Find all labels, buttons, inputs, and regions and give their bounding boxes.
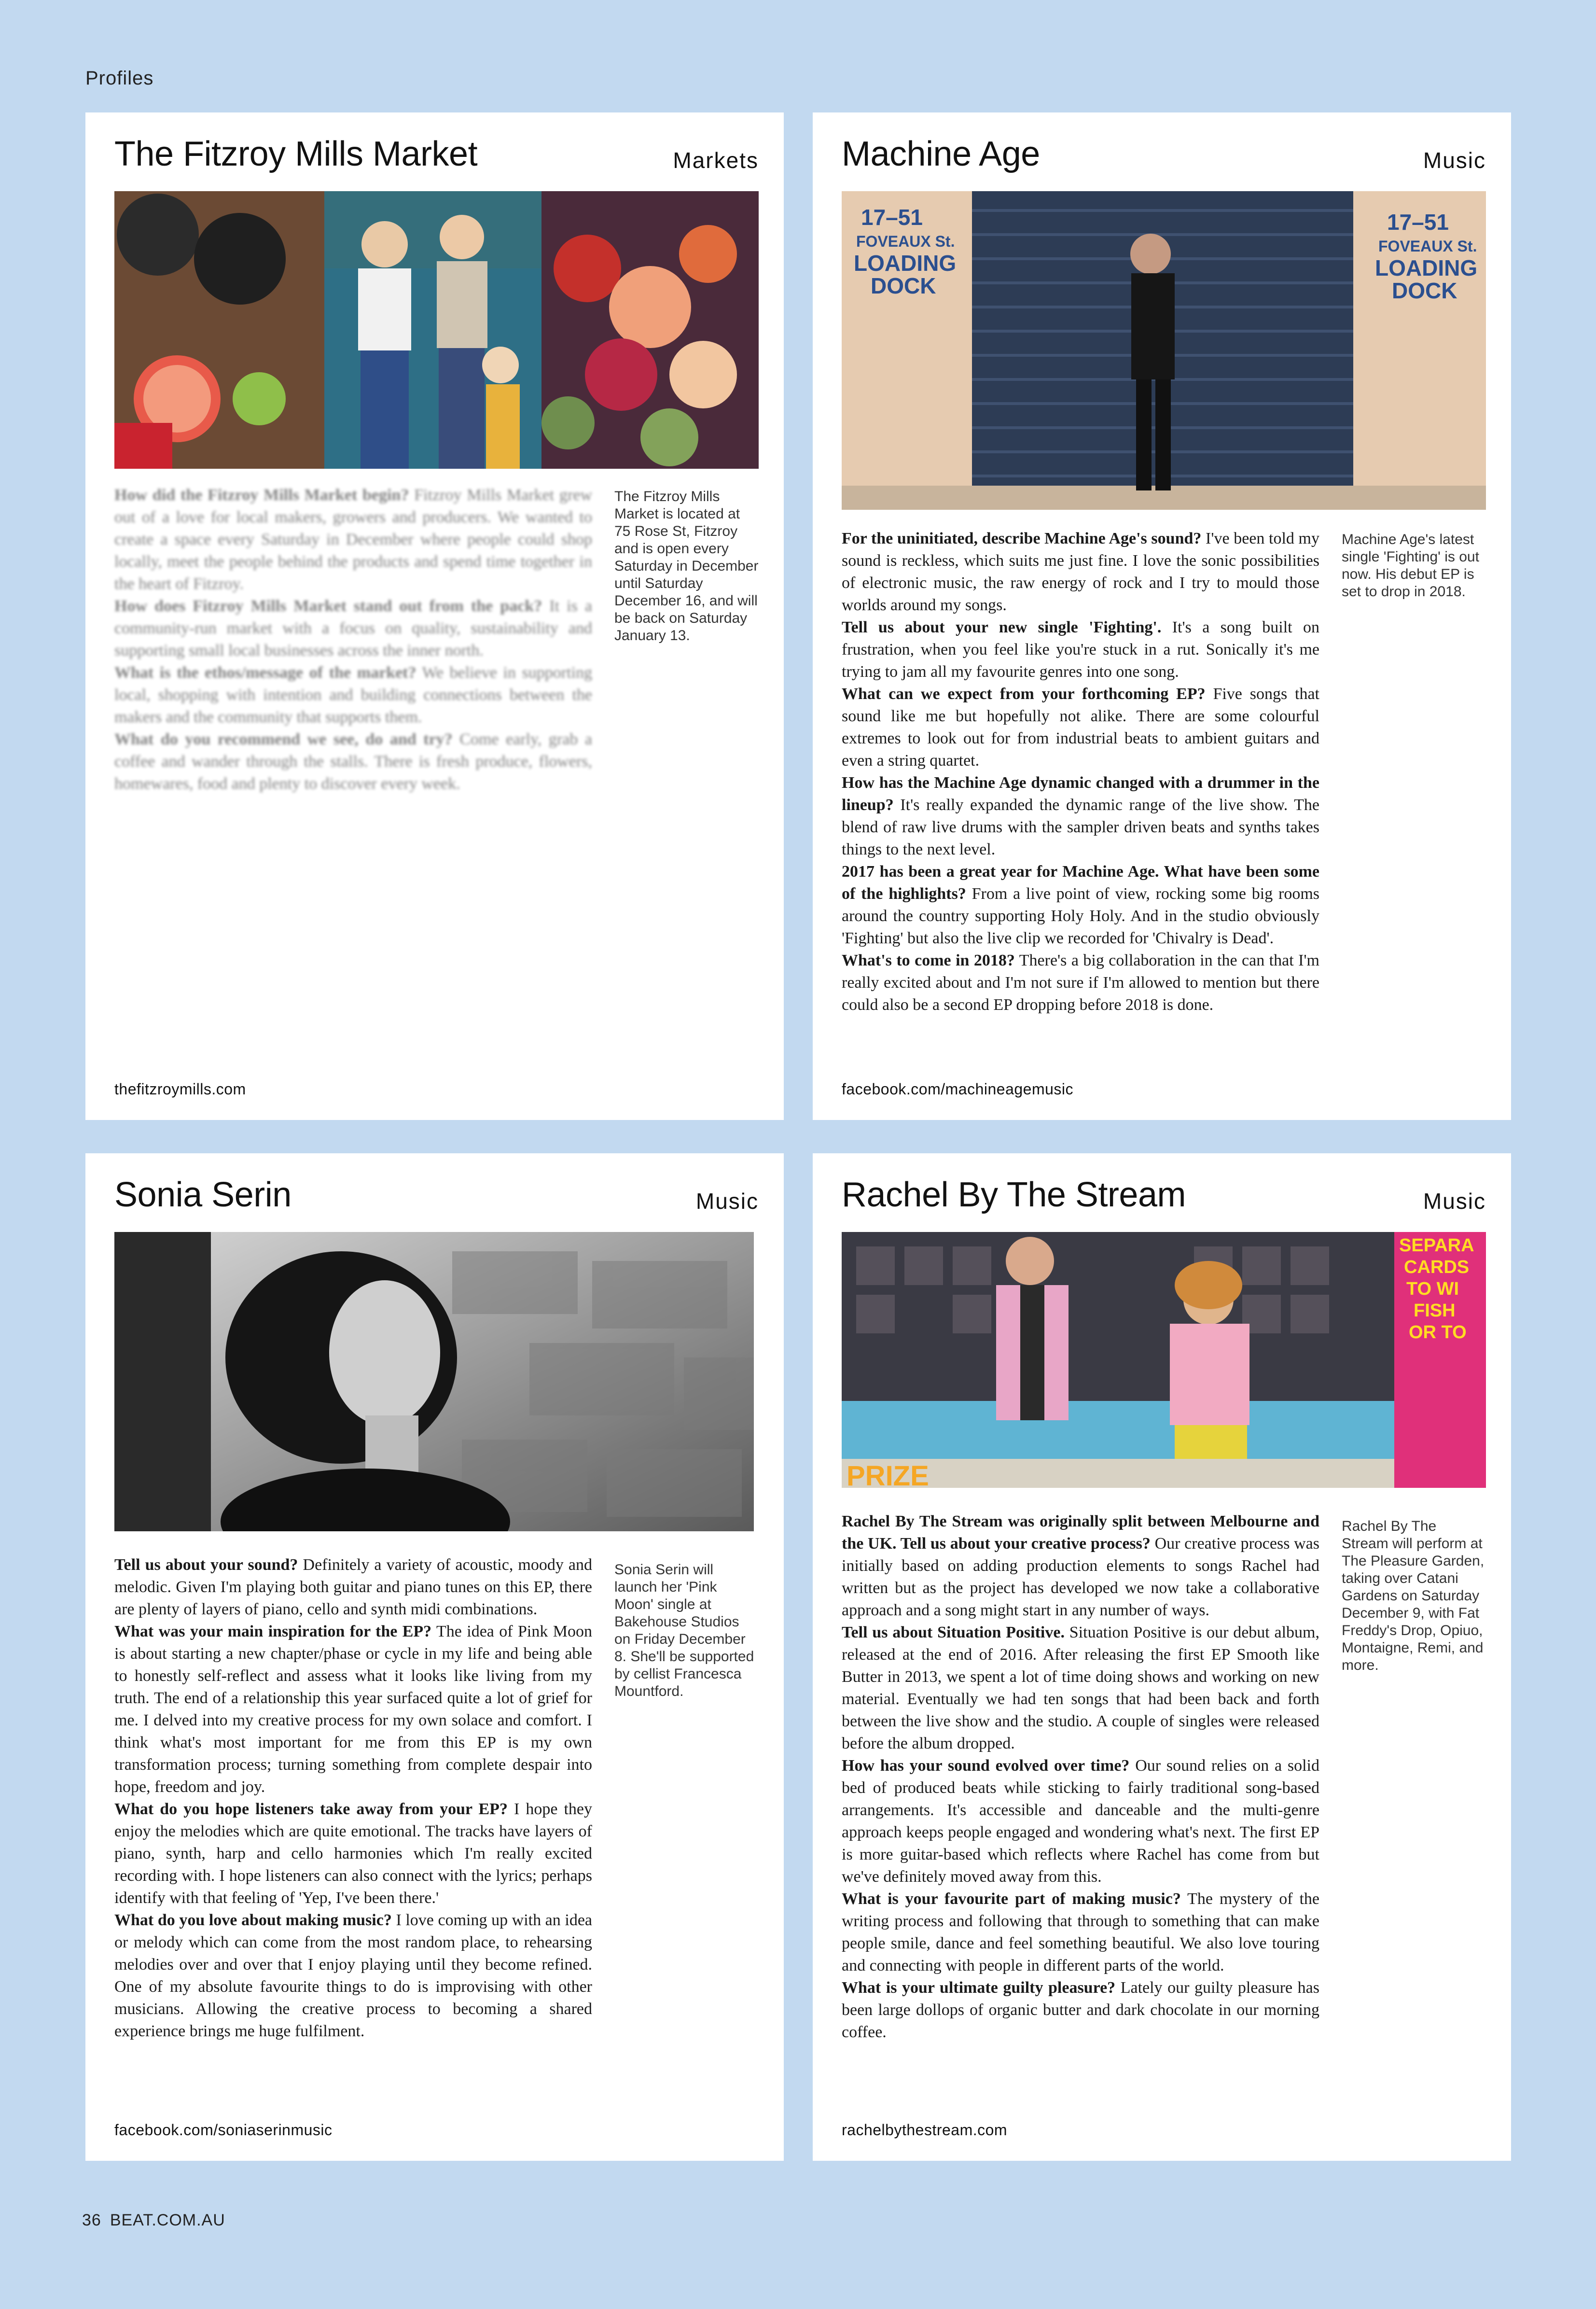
card-title: Rachel By The Stream [842,1175,1186,1214]
qa-paragraph [842,1977,1319,2043]
qa-paragraph [114,662,592,728]
page-footer [82,2211,225,2230]
question: Tell us about your new single 'Fighting'. [842,618,1162,636]
card-link[interactable]: rachelbythestream.com [842,2121,1008,2139]
card-body-blurred [114,484,592,795]
sign-left-line2: FOVEAUX St. [856,233,955,250]
answer: Fitzroy Mills Market grew out of a love for local makers, growers and producers. We wanted to create a space every Saturday in December where people could shop locally, meet the people behind the products and spend time together in the heart of Fitzroy. [114,486,593,593]
answer: It's really expanded the dynamic range of the live show. The blend of raw live drums with the sampler driven beats and synths takes things to the next level. [842,796,1320,858]
question: What do you recommend we see, do and try? [114,730,453,748]
profile-card-sonia-serin [85,1153,784,2161]
card-category: Markets [673,148,759,173]
question: What do you love about making music? [114,1911,392,1929]
question: Tell us about Situation Positive. [842,1623,1065,1641]
sign-right-line4: DOCK [1392,278,1457,303]
card-body [114,1554,592,2043]
qa-paragraph [114,1798,592,1909]
question: How does Fitzroy Mills Market stand out from the pack? [114,597,542,615]
question: What is your favourite part of making music? [842,1890,1181,1908]
profile-card-fitzroy-mills [85,112,784,1120]
answer: Definitely a variety of acoustic, moody and melodic. Given I'm playing both guitar and piano tunes on this EP, there are plenty of layers of piano, cello and synth midi combinations. [114,1556,593,1618]
question: How has the Machine Age dynamic changed with a drummer in the lineup? [842,774,1319,814]
question: For the uninitiated, describe Machine Age's sound? [842,530,1202,547]
qa-paragraph [842,1622,1319,1755]
qa-paragraph [114,1621,592,1798]
profile-card-machine-age [813,112,1511,1120]
qa-paragraph [842,683,1319,772]
qa-paragraph [842,772,1319,861]
section-label: Profiles [85,68,154,89]
card-aside: The Fitzroy Mills Market is located at 75 Rose St, Fitzroy and is open every Saturday in December until Saturday December 16, and will be back on Saturday January 13. [614,489,759,644]
card-link[interactable]: facebook.com/machineagemusic [842,1080,1074,1098]
answer: I hope they enjoy the melodies which are quite emotional. The tracks have layers of piano, synth, harp and cello harmonies which I'm really excited recording with. I hope listeners can also connect with the lyrics; perhaps identify with that feeling of 'Yep, I've been there.' [114,1800,593,1907]
qa-paragraph [842,528,1319,616]
photo-sign-line1: SEPARA [1399,1235,1474,1256]
answer: Five songs that sound like me but hopefully not alike. There are some colourful extremes to look out for from industrial beats to ambient guitars and even a string quartet. [842,685,1319,770]
rachel-by-the-stream-photo-image [842,1232,1486,1488]
card-link[interactable]: thefitzroymills.com [114,1080,246,1098]
question: What is your ultimate guilty pleasure? [842,1979,1116,1997]
question: What's to come in 2018? [842,952,1015,969]
page-number: 36 [82,2211,101,2229]
rachel-by-the-stream-photo [842,1232,1486,1488]
answer: The mystery of the writing process and following that through to something that can make people smile, dance and feel something beautiful. We also love touring and connecting with people in different parts of the world. [842,1890,1319,1974]
question: How did the Fitzroy Mills Market begin? [114,486,409,504]
question: What was your main inspiration for the EP? [114,1623,432,1640]
card-title: Sonia Serin [114,1175,291,1214]
answer: From a live point of view, rocking some big rooms around the country supporting Holy Holy. And in the studio obviously 'Fighting' but also the live clip we recorded for 'Chivalry is Dead'. [842,885,1320,947]
question: Rachel By The Stream was originally split between Melbourne and the UK. Tell us about your creative process? [842,1512,1319,1553]
answer: I've been told my sound is reckless, which suits me just fine. I love the sonic possibilities of electronic music, the raw energy of rock and I try to mould those worlds around my songs. [842,530,1319,614]
card-aside: Machine Age's latest single 'Fighting' is out now. His debut EP is set to drop in 2018. [1342,532,1479,600]
photo-sign-line2: CARDS [1404,1257,1470,1277]
qa-paragraph [114,484,592,595]
photo-banner: PRIZE [847,1460,929,1488]
qa-paragraph [842,616,1319,683]
answer: There's a big collaboration in the can that I'm really excited about and I'm not sure if I'm allowed to mention but there could also be a second EP dropping before 2018 is done. [842,952,1319,1014]
qa-paragraph [842,861,1319,950]
card-link[interactable]: facebook.com/soniaserinmusic [114,2121,333,2139]
sign-right-line1: 17–51 [1387,210,1449,235]
card-category: Music [1423,1189,1486,1214]
photo-sign-line4: FISH [1414,1301,1456,1321]
answer: It's a song built on frustration, when you feel like you're stuck in a rut. Sonically it's me trying to jam all my favourite genres into one song. [842,618,1319,681]
sign-left-line1: 17–51 [861,205,923,230]
card-title: The Fitzroy Mills Market [114,135,478,173]
answer: It is a community-run market with a focus on quality, sustainability and supporting small local businesses across the inner north. [114,597,592,659]
question: What can we expect from your forthcoming EP? [842,685,1206,703]
sign-left-line4: DOCK [871,273,936,298]
answer: Situation Positive is our debut album, released at the end of 2016. After releasing the first EP Smooth like Butter in 2013, we spent a lot of time doing shows and working on new material. Eventually we had ten songs that had been back and forth between the live show and the studio. A couple of singles were released before the album dropped. [842,1623,1319,1752]
answer: We believe in supporting local, shopping with intention and building connections between the makers and the community that supports them. [114,664,592,726]
qa-paragraph [842,950,1319,1016]
answer: Our creative process was initially based on adding production elements to songs Rachel had written but as the project has developed we now take a collaborative approach and a song might start in any number of ways. [842,1535,1319,1619]
qa-paragraph [842,1755,1319,1888]
answer: I love coming up with an idea or melody which can come from the most random place, to rehearsing melodies over and over that I enjoy playing until they become refined. One of my absolute favourite things to do is improvising with other musicians. Allowing the creative process to becoming a shared experience brings me huge fulfilment. [114,1911,592,2040]
profile-card-rachel-by-the-stream [813,1153,1511,2161]
sign-right-line3: LOADING [1375,255,1478,280]
machine-age-photo-image [842,191,1486,510]
answer: Lately our guilty pleasure has been large dollops of organic butter and dark chocolate in our morning coffee. [842,1979,1319,2041]
market-photo-image [114,191,759,469]
question: Tell us about your sound? [114,1556,298,1574]
card-title: Machine Age [842,135,1040,173]
question: What do you hope listeners take away from your EP? [114,1800,508,1818]
answer: Come early, grab a coffee and wander through the stalls. There is fresh produce, flowers, homewares, food and plenty to discover every week. [114,730,592,793]
qa-paragraph [842,1888,1319,1977]
qa-paragraph [114,728,592,795]
market-photo-collage [114,191,759,469]
qa-paragraph [114,595,592,662]
card-aside: Rachel By The Stream will perform at The Pleasure Garden, taking over Catani Gardens on Saturday December 9, with Fat Freddy's Drop, Opiuo, Montaigne, Remi, and more. [1342,1518,1485,1673]
question: What is the ethos/message of the market? [114,664,416,682]
answer: The idea of Pink Moon is about starting a new chapter/phase or cycle in my life and being able to honestly self-reflect and assess what it looks like living from my truth. The end of a relationship this year surfaced quite a lot of grief for me. I delved into my creative process for my own solace and comfort. I think what's most important for me from this EP is my own transformation process; turning something from complete despair into hope, freedom and joy. [114,1623,592,1796]
qa-paragraph [114,1554,592,1621]
site-name[interactable]: BEAT.COM.AU [110,2211,225,2229]
card-body [842,528,1319,1016]
photo-sign-line5: OR TO [1409,1322,1467,1343]
card-category: Music [695,1189,759,1214]
machine-age-photo [842,191,1486,510]
answer: Our sound relies on a solid bed of produced beats while sticking to fairly traditional song-based arrangements. It's accessible and danceable and the multi-genre approach keeps people engaged and wondering what's next. The first EP is more guitar-based which reflects where Rachel has come from but we've definitely moved away from this. [842,1757,1319,1886]
sign-right-line2: FOVEAUX St. [1378,238,1477,255]
photo-sign-line3: TO WI [1406,1279,1459,1299]
card-category: Music [1423,148,1486,173]
sonia-serin-photo-image [114,1232,754,1531]
qa-paragraph [114,1909,592,2043]
card-body [842,1511,1319,2043]
sonia-serin-photo [114,1232,754,1531]
question: 2017 has been a great year for Machine Age. What have been some of the highlights? [842,863,1319,903]
question: How has your sound evolved over time? [842,1757,1130,1775]
qa-paragraph [842,1511,1319,1622]
card-aside: Sonia Serin will launch her 'Pink Moon' single at Bakehouse Studios on Friday December 8. She'll be supported by cellist Francesca Mountford. [614,1562,754,1699]
sign-left-line3: LOADING [854,251,957,276]
